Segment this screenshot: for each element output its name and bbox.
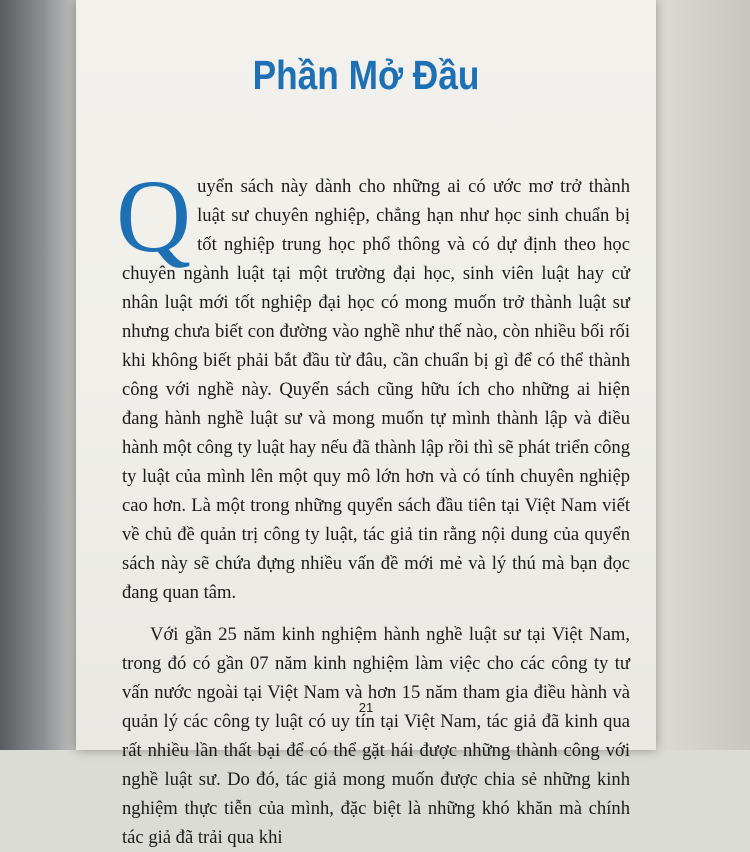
body-text bbox=[116, 159, 630, 852]
chapter-title: Phần Mở Đầu bbox=[252, 52, 480, 98]
page-number: 21 bbox=[358, 700, 374, 715]
paragraph-2: Với gần 25 năm kinh nghiệm hành nghề luật sư tại Việt Nam, trong đó có gần 07 năm kinh nghiệm làm việc cho các công ty tư vấn nước ngoài tại Việt Nam và hơn 15 năm tham gia điều hành và quản lý các công ty luật có uy tín tại Việt Nam, tác giả đã kinh qua rất nhiều lần thất bại để có thể gặt hái được những thành công với nghề luật sư. Do đó, tác giả mong muốn được chia sẻ những kinh nghiệm thực tiễn của mình, đặc biệt là những khó khăn mà chính tác giả đã trải qua khi bbox=[122, 624, 630, 848]
paragraph-1 bbox=[116, 159, 630, 607]
book-page bbox=[76, 0, 656, 848]
drop-cap: Q bbox=[116, 159, 192, 274]
paragraph-1-text: uyển sách này dành cho những ai có ước mơ trở thành luật sư chuyên nghiệp, chẳng hạn như học sinh chuẩn bị tốt nghiệp trung học phổ thông và có dự định theo học chuyên ngành luật tại một trường đại học, sinh viên luật hay cử nhân luật mới tốt nghiệp đại học có mong muốn trở thành luật sư nhưng chưa biết con đường vào nghề như thế nào, còn nhiều bối rối khi không biết phải bắt đầu từ đâu, cần chuẩn bị gì để có thể thành công với nghề này. Quyển sách cũng hữu ích cho những ai hiện đang hành nghề luật sư và mong muốn tự mình thành lập và điều hành một công ty luật hay nếu đã thành lập rồi thì sẽ phát triển công ty luật của mình lên một quy mô lớn hơn và có tính chuyên nghiệp cao hơn. Là một trong những quyển sách đầu tiên tại Việt Nam viết về chủ đề quản trị công ty luật, tác giả tin rằng nội dung của quyển sách này sẽ chứa đựng nhiều vấn đề mới mẻ và lý thú mà bạn đọc đang quan tâm. bbox=[122, 176, 630, 603]
background-left bbox=[0, 0, 80, 750]
